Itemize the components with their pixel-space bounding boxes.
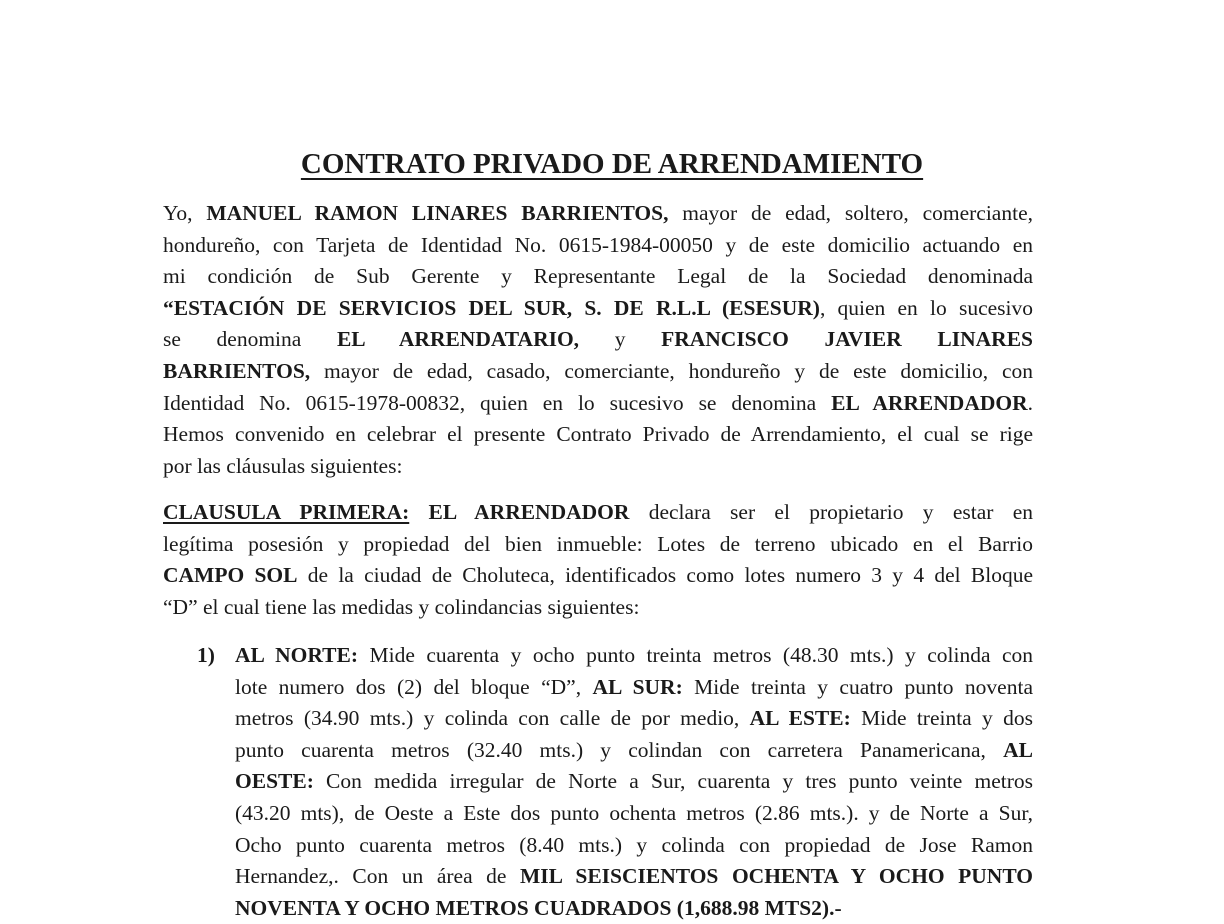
- text: Yo,: [163, 201, 207, 225]
- text-line: [163, 451, 1033, 483]
- clause-primera-paragraph: [163, 497, 1033, 623]
- bold-text: NOVENTA Y OCHO METROS CUADRADOS (1,688.98 MTS2).-: [235, 895, 842, 920]
- bold-text: BARRIENTOS,: [163, 358, 311, 383]
- bold-text: OESTE:: [235, 769, 314, 794]
- bold-text: EL ARRENDATARIO,: [336, 327, 580, 352]
- text: Mide cuarenta y ocho punto treinta metros (48.30 mts.) y colinda con: [358, 643, 1033, 667]
- text-line: [163, 419, 1033, 451]
- text-line: [163, 529, 1033, 561]
- bold-text: AL NORTE:: [235, 643, 359, 667]
- text: Hernandez,. Con un área de: [235, 864, 521, 889]
- text: mayor de edad, soltero, comerciante,: [668, 201, 1033, 225]
- text: Mide treinta y dos: [850, 706, 1033, 731]
- text: mayor de edad, casado, comerciante, hondureño y de este domicilio, con: [310, 358, 1033, 383]
- text-line: [163, 388, 1033, 420]
- text-line: [163, 592, 1033, 624]
- text-line: [163, 261, 1033, 293]
- text: “D” el cual tiene las medidas y colindancias siguientes:: [163, 594, 640, 619]
- text-line: [235, 798, 1033, 830]
- list-number: 1): [197, 643, 215, 667]
- text: hondureño, con Tarjeta de Identidad No. 0615-1984-00050 y de este domicilio actuando en: [163, 232, 1033, 257]
- text-line: [235, 640, 1033, 672]
- bold-text: FRANCISCO JAVIER LINARES: [661, 327, 1033, 352]
- text: se denomina: [163, 327, 337, 352]
- document-title-text: CONTRATO PRIVADO DE ARRENDAMIENTO: [300, 148, 924, 180]
- text: lote numero dos (2) del bloque “D”,: [235, 674, 593, 699]
- text: y: [579, 327, 662, 352]
- text-line: [235, 830, 1033, 862]
- text: (43.20 mts), de Oeste a Este dos punto ochenta metros (2.86 mts.). y de Norte a Sur,: [235, 800, 1033, 825]
- text: Identidad No. 0615-1978-00832, quien en lo sucesivo se denomina: [163, 390, 832, 415]
- text-line: [235, 893, 1033, 924]
- text-line: [163, 560, 1033, 592]
- text-line: [235, 703, 1033, 735]
- text: Hemos convenido en celebrar el presente Contrato Privado de Arrendamiento, el cual se rige: [163, 422, 1033, 447]
- text: metros (34.90 mts.) y colinda con calle de por medio,: [235, 706, 750, 731]
- text: mi condición de Sub Gerente y Representante Legal de la Sociedad denominada: [163, 264, 1033, 289]
- text: , quien en lo sucesivo: [819, 295, 1033, 320]
- bold-text: EL ARRENDADOR: [428, 500, 630, 524]
- bold-text: MIL SEISCIENTOS OCHENTA Y OCHO PUNTO: [520, 864, 1033, 889]
- bold-text: “ESTACIÓN DE SERVICIOS DEL SUR, S. DE R.L.L (ESESUR): [163, 295, 820, 320]
- boundaries-list-item: [235, 640, 1033, 924]
- text-line: [163, 324, 1033, 356]
- bold-text: AL SUR:: [592, 674, 683, 699]
- text: legítima posesión y propiedad del bien inmueble: Lotes de terreno ubicado en el Barrio: [163, 531, 1033, 556]
- clause-primera-first-line-rest: [409, 500, 1033, 524]
- text: [409, 500, 428, 524]
- intro-paragraph: [163, 198, 1033, 482]
- text: Con medida irregular de Norte a Sur, cuarenta y tres punto veinte metros: [313, 769, 1033, 794]
- bold-text: AL ESTE:: [749, 706, 851, 731]
- text: declara ser el propietario y estar en: [629, 500, 1034, 524]
- bold-text: AL: [1003, 737, 1033, 762]
- text-line: [163, 356, 1033, 388]
- text-line: [163, 230, 1033, 262]
- text: Ocho punto cuarenta metros (8.40 mts.) y colinda con propiedad de Jose Ramon: [235, 832, 1033, 857]
- document-title: [0, 144, 1224, 184]
- bold-text: EL ARRENDADOR: [831, 390, 1028, 415]
- text: de la ciudad de Choluteca, identificados como lotes numero 3 y 4 del Bloque: [297, 563, 1033, 588]
- text-line: [235, 672, 1033, 704]
- text: Mide treinta y cuatro punto noventa: [682, 674, 1033, 699]
- bold-text: CAMPO SOL: [163, 563, 298, 588]
- clause-primera-rest-lines: [163, 529, 1033, 624]
- text-line: [235, 735, 1033, 767]
- text-line: [235, 766, 1033, 798]
- bold-text: MANUEL RAMON LINARES BARRIENTOS,: [206, 201, 669, 225]
- clause-primera-heading: CLAUSULA PRIMERA:: [163, 500, 410, 524]
- text: .: [1027, 390, 1033, 415]
- text-line: [235, 861, 1033, 893]
- clause-primera-first-line: [163, 497, 1033, 529]
- text: por las cláusulas siguientes:: [163, 453, 403, 478]
- text-line: [163, 198, 1033, 230]
- text-line: [163, 293, 1033, 325]
- text: punto cuarenta metros (32.40 mts.) y colindan con carretera Panamericana,: [235, 737, 1004, 762]
